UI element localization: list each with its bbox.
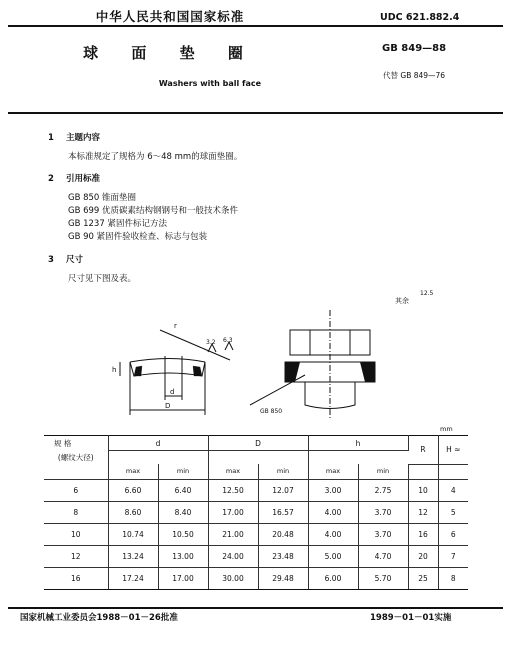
top-rule: [8, 25, 503, 27]
table-cell: 7: [438, 545, 468, 567]
section-hatch: [134, 366, 142, 376]
table-cell: 16.57: [258, 501, 308, 523]
dim-label-D: D: [165, 402, 171, 410]
section-2-heading: [48, 172, 100, 184]
effective-date: 1989－01－01实施: [370, 613, 452, 623]
table-cell: 4: [438, 479, 468, 501]
table-cell: 25: [408, 567, 438, 589]
approval-note: 国家机械工业委员会1988－01－26批准: [20, 613, 178, 623]
header-blank: [408, 464, 438, 479]
section-hatch: [193, 366, 202, 376]
r-leader: [160, 330, 230, 360]
table-cell: 16: [44, 567, 108, 589]
roughness-label: 6.3: [223, 337, 233, 344]
table-row: [44, 501, 468, 523]
table-cell: 20.48: [258, 523, 308, 545]
document-title: 球 面 垫 圈: [83, 44, 257, 62]
table-row: [44, 545, 468, 567]
header-d: d: [108, 436, 208, 451]
header-max: max: [208, 464, 258, 479]
roughness-value: 12.5: [420, 290, 434, 297]
table-cell: 17.00: [158, 567, 208, 589]
table-cell: 3.00: [308, 479, 358, 501]
table-cell: 20: [408, 545, 438, 567]
ref-label: GB 850: [260, 408, 283, 415]
tolerance-label: 其余: [395, 297, 409, 305]
table-cell: 8: [44, 501, 108, 523]
table-cell: 4.70: [358, 545, 408, 567]
table-cell: 6.00: [308, 567, 358, 589]
header-max: max: [308, 464, 358, 479]
header-size: 规 格: [44, 436, 108, 451]
section-1-heading: [48, 131, 100, 143]
table-cell: 5: [438, 501, 468, 523]
header-min: min: [258, 464, 308, 479]
section-3-heading: [48, 253, 83, 265]
table-cell: 13.24: [108, 545, 158, 567]
ref-item: GB 850 锥面垫圈: [68, 193, 137, 203]
table-cell: 8: [438, 567, 468, 589]
section-3-body: 尺寸见下图及表。: [68, 274, 137, 284]
table-cell: 16: [408, 523, 438, 545]
table-cell: 23.48: [258, 545, 308, 567]
table-cell: 17.24: [108, 567, 158, 589]
dim-label-d: d: [170, 388, 175, 396]
table-cell: 4.00: [308, 523, 358, 545]
table-cell: 12: [408, 501, 438, 523]
table-cell: 17.00: [208, 501, 258, 523]
ref-item: GB 90 紧固件验收检查、标志与包装: [68, 232, 208, 242]
table-cell: 13.00: [158, 545, 208, 567]
header-D: D: [208, 436, 308, 451]
table-cell: 6: [44, 479, 108, 501]
header-min: min: [158, 464, 208, 479]
leader-line: [250, 375, 305, 405]
washer-drawing: [110, 300, 490, 425]
header-min: min: [358, 464, 408, 479]
table-cell: 6.60: [108, 479, 158, 501]
ref-item: GB 699 优质碳素结构钢钢号和一般技术条件: [68, 206, 239, 216]
table-cell: 21.00: [208, 523, 258, 545]
english-title: Washers with ball face: [158, 79, 262, 88]
table-row: [44, 523, 468, 545]
replaces-note: 代替 GB 849—76: [383, 71, 446, 80]
dimensions-table: [44, 435, 468, 590]
footer-rule: [8, 607, 503, 609]
table-row: [44, 567, 468, 589]
table-cell: 24.00: [208, 545, 258, 567]
header-R: R: [408, 436, 438, 465]
unit-label: mm: [440, 425, 453, 433]
table-cell: 12: [44, 545, 108, 567]
header-blank: [44, 464, 108, 479]
section-title: 引用标准: [66, 174, 101, 184]
gb-number: GB 849—88: [382, 43, 447, 54]
table-row: [44, 479, 468, 501]
table-cell: 12.50: [208, 479, 258, 501]
section-title: 尺寸: [66, 255, 84, 265]
table-cell: 5.70: [358, 567, 408, 589]
table-cell: 3.70: [358, 501, 408, 523]
table-cell: 3.70: [358, 523, 408, 545]
roughness-label: 3.2: [206, 339, 216, 346]
section-number: 3: [48, 255, 54, 265]
header-size-sub: (螺纹大径): [44, 451, 108, 465]
table-cell: 12.07: [258, 479, 308, 501]
table-header-row: [44, 436, 468, 451]
table-cell: 2.75: [358, 479, 408, 501]
table-cell: 8.40: [158, 501, 208, 523]
header-blank: [438, 464, 468, 479]
header-blank: [108, 451, 208, 465]
org-title: 中华人民共和国国家标准: [95, 9, 245, 24]
header-H: H ≈: [438, 436, 468, 465]
header-h: h: [308, 436, 408, 451]
section-number: 2: [48, 174, 54, 184]
table-cell: 10: [408, 479, 438, 501]
dim-label-h: h: [112, 366, 117, 374]
section-number: 1: [48, 133, 54, 143]
ref-item: GB 1237 紧固件标记方法: [68, 219, 167, 229]
table-cell: 10: [44, 523, 108, 545]
table-cell: 10.74: [108, 523, 158, 545]
dim-label-r: r: [174, 322, 177, 330]
table-cell: 30.00: [208, 567, 258, 589]
table-cell: 5.00: [308, 545, 358, 567]
table-cell: 6: [438, 523, 468, 545]
header-blank: [308, 451, 408, 465]
table-limit-row: [44, 464, 468, 479]
table-cell: 6.40: [158, 479, 208, 501]
header-rule: [8, 112, 503, 114]
udc-code: UDC 621.882.4: [380, 12, 460, 23]
table-cell: 8.60: [108, 501, 158, 523]
table-cell: 4.00: [308, 501, 358, 523]
header-blank: [208, 451, 308, 465]
section-1-body: 本标准规定了规格为 6～48 mm的球面垫圈。: [68, 152, 243, 162]
table-subheader-row: [44, 451, 468, 465]
ball-face-curve: [130, 359, 205, 363]
section-title: 主题内容: [66, 133, 101, 143]
table-cell: 10.50: [158, 523, 208, 545]
header-max: max: [108, 464, 158, 479]
table-cell: 29.48: [258, 567, 308, 589]
section-hatch: [360, 362, 375, 382]
